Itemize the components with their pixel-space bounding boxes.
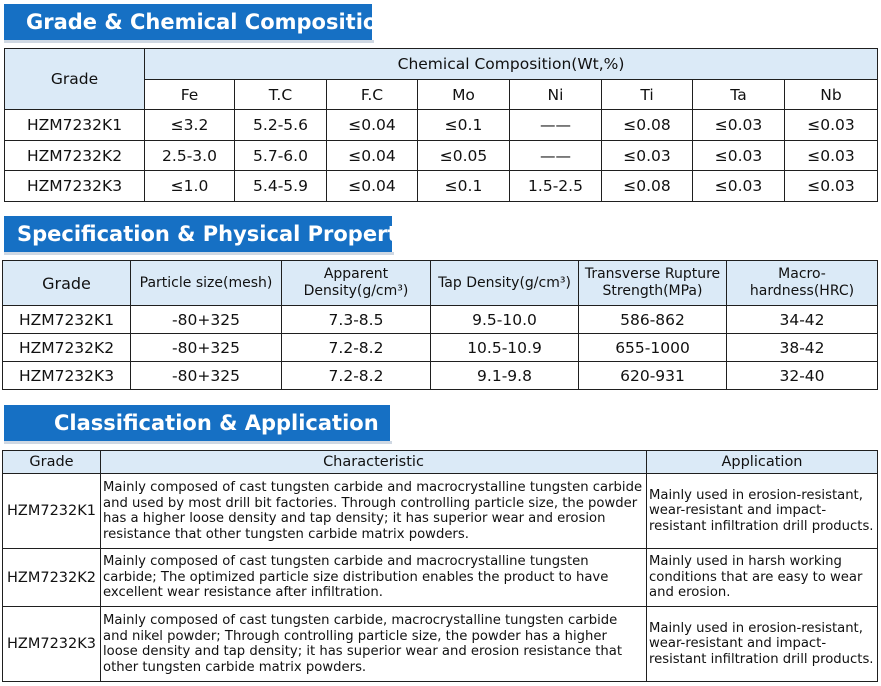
table-cell: 7.3-8.5 <box>282 306 431 334</box>
characteristic-cell: Mainly composed of cast tungsten carbide, macrocrystalline tungsten carbide and nikel powder; Through controlling particle size, the powder has a higher loose density and tap density; it has superior wear and erosion resistance that other tungsten carbide matrix powders. <box>101 607 647 682</box>
column-header: T.C <box>235 80 327 110</box>
table-cell: -80+325 <box>131 362 282 390</box>
table-cell: ≤0.03 <box>693 110 785 141</box>
characteristic-cell: Mainly composed of cast tungsten carbide and macrocrystalline tungsten carbide and used by most drill bit factories. Through controlling particle size, the powder has a higher loose density and tap density; it has superior wear and erosion resistance that other tungsten carbide matrix powders. <box>101 474 647 549</box>
table-cell: ≤0.03 <box>693 171 785 202</box>
column-header: Ti <box>602 80 693 110</box>
table-cell: 5.4-5.9 <box>235 171 327 202</box>
grade-cell: HZM7232K3 <box>3 607 101 682</box>
table-cell: 655-1000 <box>579 334 727 362</box>
column-header: Fe <box>145 80 235 110</box>
column-header: Apparent Density(g/cm³) <box>282 261 431 306</box>
grade-cell: HZM7232K2 <box>3 334 131 362</box>
table-cell: ≤3.2 <box>145 110 235 141</box>
column-header: Nb <box>785 80 878 110</box>
table-cell: -80+325 <box>131 334 282 362</box>
table-row <box>5 110 878 141</box>
table-row <box>3 607 878 682</box>
table-cell: 586-862 <box>579 306 727 334</box>
column-header: Particle size(mesh) <box>131 261 282 306</box>
table-row <box>3 334 878 362</box>
table-cell: 32-40 <box>727 362 878 390</box>
classification-application-table <box>2 450 878 682</box>
table-cell: ≤0.04 <box>327 171 418 202</box>
grade-cell: HZM7232K3 <box>3 362 131 390</box>
section-title-chemical-composition: Grade & Chemical Composition <box>4 4 372 40</box>
table-cell: ≤0.03 <box>785 171 878 202</box>
table-cell: 9.5-10.0 <box>431 306 579 334</box>
table-row <box>3 306 878 334</box>
column-header: Tap Density(g/cm³) <box>431 261 579 306</box>
table-row <box>3 549 878 607</box>
table-cell: 38-42 <box>727 334 878 362</box>
grade-cell: HZM7232K1 <box>5 110 145 141</box>
table-cell: 2.5-3.0 <box>145 141 235 171</box>
grade-cell: HZM7232K1 <box>3 306 131 334</box>
grade-cell: HZM7232K3 <box>5 171 145 202</box>
table-cell: 34-42 <box>727 306 878 334</box>
table-cell: ≤0.03 <box>602 141 693 171</box>
chemical-composition-header: Chemical Composition(Wt,%) <box>145 49 878 80</box>
table-cell: ≤0.08 <box>602 171 693 202</box>
grade-cell: HZM7232K2 <box>3 549 101 607</box>
physical-properties-table <box>2 260 878 390</box>
table-row <box>3 474 878 549</box>
application-cell: Mainly used in harsh working conditions that are easy to wear and erosion. <box>647 549 878 607</box>
section-title-classification-application: Classification & Application <box>4 405 390 441</box>
table-row <box>3 362 878 390</box>
table-cell: 10.5-10.9 <box>431 334 579 362</box>
table-row <box>5 171 878 202</box>
column-header: Ta <box>693 80 785 110</box>
table-cell: 9.1-9.8 <box>431 362 579 390</box>
application-cell: Mainly used in erosion-resistant, wear-resistant and impact-resistant infiltration drill products. <box>647 607 878 682</box>
table-cell: 5.7-6.0 <box>235 141 327 171</box>
column-header: Grade <box>3 261 131 306</box>
table-cell: 620-931 <box>579 362 727 390</box>
table-cell: ≤0.03 <box>693 141 785 171</box>
column-header: Ni <box>510 80 602 110</box>
column-header: Grade <box>3 451 101 474</box>
column-header: Application <box>647 451 878 474</box>
grade-header: Grade <box>5 49 145 110</box>
table-cell: ≤0.05 <box>418 141 510 171</box>
table-cell: 5.2-5.6 <box>235 110 327 141</box>
table-cell: 7.2-8.2 <box>282 362 431 390</box>
table-cell: ≤0.1 <box>418 171 510 202</box>
table-cell: —— <box>510 141 602 171</box>
table-cell: ≤0.04 <box>327 141 418 171</box>
table-cell: 7.2-8.2 <box>282 334 431 362</box>
column-header: F.C <box>327 80 418 110</box>
table-cell: 1.5-2.5 <box>510 171 602 202</box>
chemical-composition-table <box>4 48 878 202</box>
grade-cell: HZM7232K2 <box>5 141 145 171</box>
table-cell: ≤0.03 <box>785 141 878 171</box>
table-cell: ≤0.04 <box>327 110 418 141</box>
characteristic-cell: Mainly composed of cast tungsten carbide and macrocrystalline tungsten carbide; The optimized particle size distribution enables the product to have excellent wear resistance after infiltration. <box>101 549 647 607</box>
table-cell: -80+325 <box>131 306 282 334</box>
section-title-physical-properties: Specification & Physical Properties <box>4 216 392 252</box>
table-cell: ≤1.0 <box>145 171 235 202</box>
table-cell: ≤0.08 <box>602 110 693 141</box>
table-cell: ≤0.1 <box>418 110 510 141</box>
table-cell: —— <box>510 110 602 141</box>
column-header: Macro-hardness(HRC) <box>727 261 878 306</box>
grade-cell: HZM7232K1 <box>3 474 101 549</box>
table-row <box>5 141 878 171</box>
application-cell: Mainly used in erosion-resistant, wear-resistant and impact-resistant infiltration drill products. <box>647 474 878 549</box>
table-cell: ≤0.03 <box>785 110 878 141</box>
column-header: Mo <box>418 80 510 110</box>
column-header: Transverse Rupture Strength(MPa) <box>579 261 727 306</box>
column-header: Characteristic <box>101 451 647 474</box>
